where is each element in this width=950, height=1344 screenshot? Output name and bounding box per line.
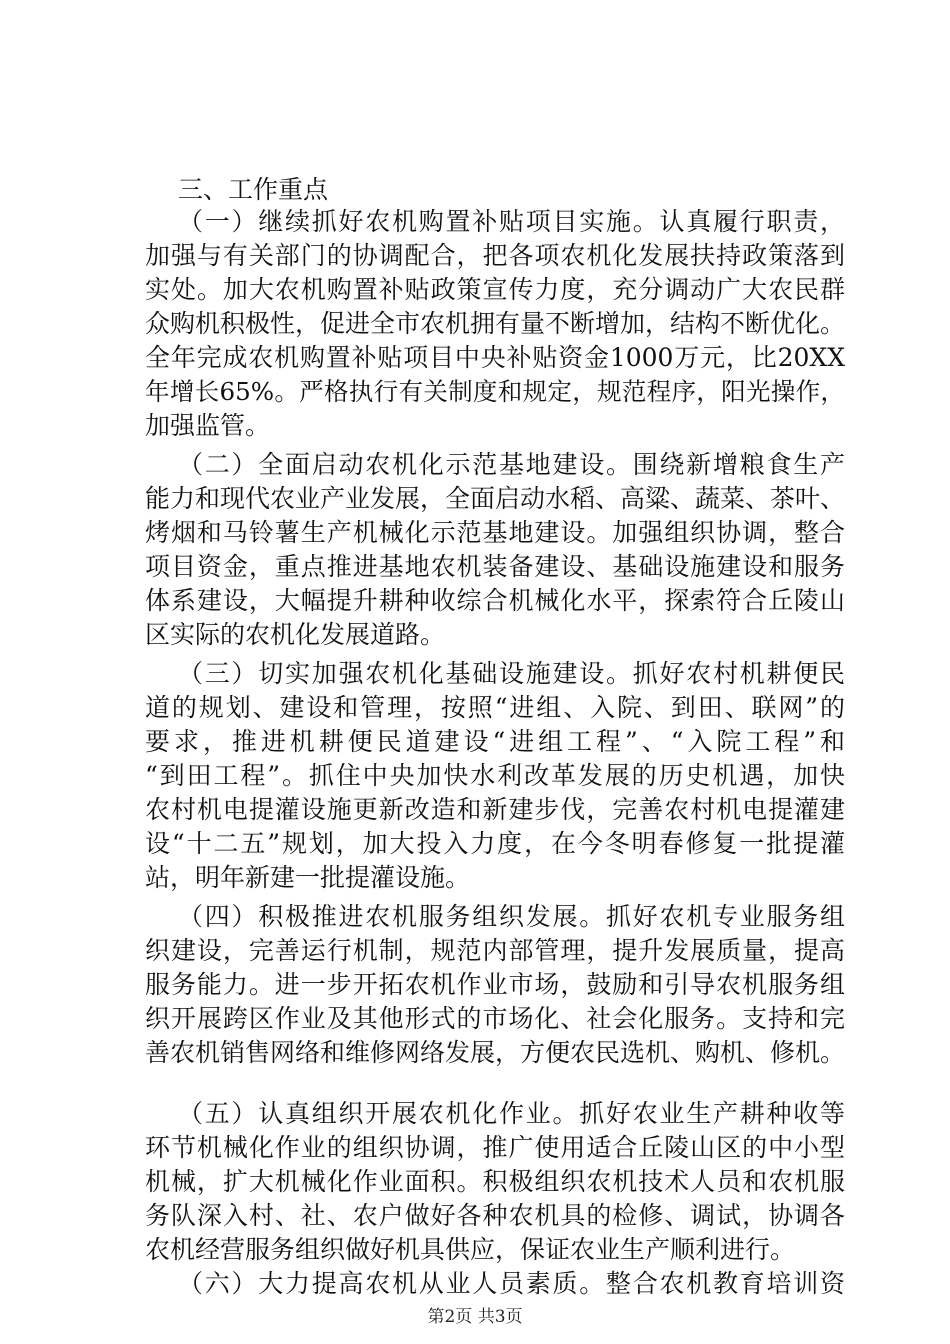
paragraph-4-line-2: 织建设，完善运行机制，规范内部管理，提升发展质量，提高: [145, 936, 845, 965]
paragraph-3-line-4: “到田工程”。抓住中央加快水利改革发展的历史机遇，加快: [145, 761, 845, 790]
paragraph-4-line-4: 织开展跨区作业及其他形式的市场化、社会化服务。支持和完: [145, 1004, 845, 1033]
paragraph-1-line-7: 加强监管。: [145, 411, 271, 440]
paragraph-4-line-3: 服务能力。进一步开拓农机作业市场，鼓励和引导农机服务组: [145, 970, 845, 999]
paragraph-6-line-1: （六）大力提高农机从业人员素质。整合农机教育培训资: [178, 1269, 845, 1298]
paragraph-5-line-2: 环节机械化作业的组织协调，推广使用适合丘陵山区的中小型: [145, 1133, 845, 1162]
page-footer: 第2页 共3页: [427, 1307, 523, 1327]
paragraph-3-line-6: 设“十二五”规划，加大投入力度，在今冬明春修复一批提灌: [145, 829, 845, 858]
paragraph-5-line-4: 务队深入村、社、农户做好各种农机具的检修、调试，协调各: [145, 1201, 845, 1230]
paragraph-1-line-1: （一）继续抓好农机购置补贴项目实施。认真履行职责，: [178, 207, 845, 236]
section-heading: 三、工作重点: [178, 175, 329, 204]
paragraph-3-line-3: 要求，推进机耕便民道建设“进组工程”、“入院工程”和: [145, 727, 845, 756]
paragraph-2-line-4: 项目资金，重点推进基地农机装备建设、基础设施建设和服务: [145, 552, 845, 581]
paragraph-3-line-2: 道的规划、建设和管理，按照“进组、入院、到田、联网”的: [145, 693, 845, 722]
paragraph-5-line-5: 农机经营服务组织做好机具供应，保证农业生产顺利进行。: [145, 1235, 796, 1264]
paragraph-5-line-3: 机械，扩大机械化作业面积。积极组织农机技术人员和农机服: [145, 1167, 845, 1196]
paragraph-2-line-1: （二）全面启动农机化示范基地建设。围绕新增粮食生产: [178, 450, 845, 479]
paragraph-2-line-6: 区实际的农机化发展道路。: [145, 620, 446, 649]
paragraph-5-line-1: （五）认真组织开展农机化作业。抓好农业生产耕种收等: [178, 1099, 845, 1128]
paragraph-2-line-5: 体系建设，大幅提升耕种收综合机械化水平，探索符合丘陵山: [145, 586, 845, 615]
paragraph-4-line-1: （四）积极推进农机服务组织发展。抓好农机专业服务组: [178, 902, 845, 931]
paragraph-3-line-7: 站，明年新建一批提灌设施。: [145, 863, 471, 892]
paragraph-3-line-5: 农村机电提灌设施更新改造和新建步伐，完善农村机电提灌建: [145, 795, 845, 824]
paragraph-1-line-6: 年增长65%。严格执行有关制度和规定，规范程序，阳光操作，: [145, 377, 845, 406]
paragraph-4-line-5: 善农机销售网络和维修网络发展，方便农民选机、购机、修机。: [145, 1038, 846, 1067]
paragraph-2-line-2: 能力和现代农业产业发展，全面启动水稻、高粱、蔬菜、茶叶、: [145, 484, 846, 513]
paragraph-1-line-2: 加强与有关部门的协调配合，把各项农机化发展扶持政策落到: [145, 241, 845, 270]
paragraph-1-line-5: 全年完成农机购置补贴项目中央补贴资金1000万元，比20XX: [145, 343, 845, 372]
paragraph-2-line-3: 烤烟和马铃薯生产机械化示范基地建设。加强组织协调，整合: [145, 518, 845, 547]
paragraph-1-line-3: 实处。加大农机购置补贴政策宣传力度，充分调动广大农民群: [145, 275, 845, 304]
paragraph-3-line-1: （三）切实加强农机化基础设施建设。抓好农村机耕便民: [178, 659, 845, 688]
paragraph-1-line-4: 众购机积极性，促进全市农机拥有量不断增加，结构不断优化。: [145, 309, 846, 338]
